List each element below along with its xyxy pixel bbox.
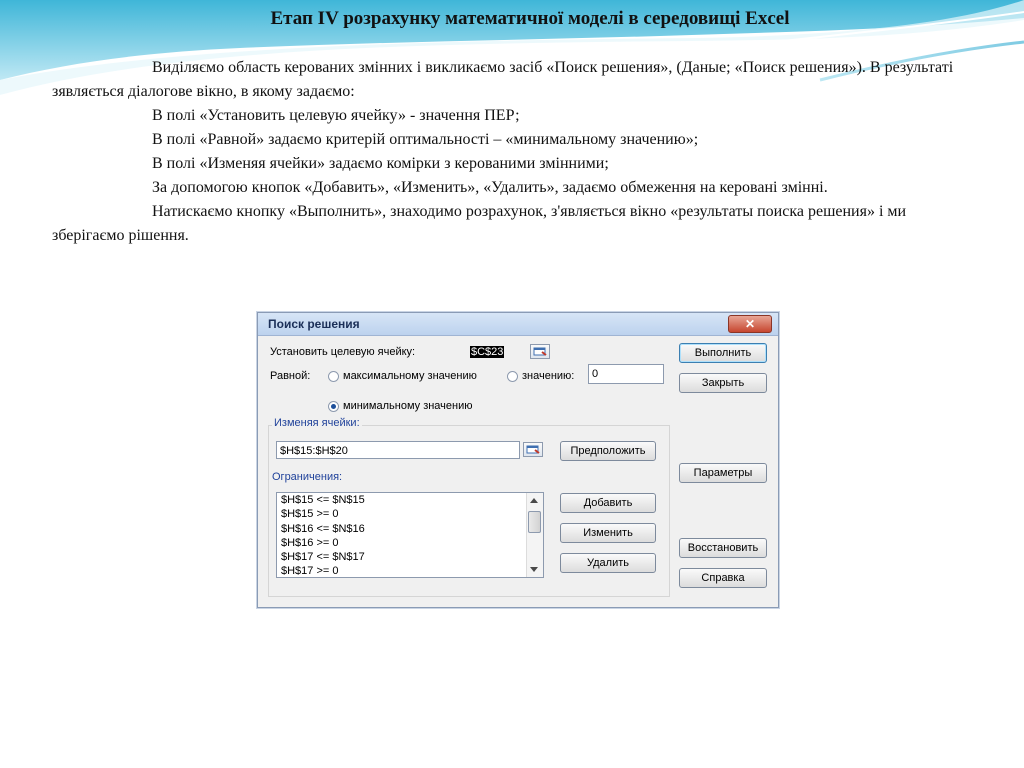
collapse-dialog-icon[interactable] <box>523 442 543 457</box>
add-button[interactable]: Добавить <box>560 493 656 513</box>
solve-button[interactable]: Выполнить <box>679 343 767 363</box>
radio-min[interactable] <box>328 401 339 412</box>
radio-max[interactable] <box>328 371 339 382</box>
delete-button[interactable]: Удалить <box>560 553 656 573</box>
radio-min-label: минимальному значению <box>343 400 473 412</box>
reset-button[interactable]: Восстановить <box>679 538 767 558</box>
target-cell-input[interactable] <box>470 343 530 361</box>
changing-cells-input[interactable]: $H$15:$H$20 <box>276 441 520 459</box>
paragraph-constraints: За допомогою кнопок «Добавить», «Изменить», «Удалить», задаємо обмеження на керовані змінні. <box>152 179 828 196</box>
equal-label: Равной: <box>270 370 311 382</box>
change-button[interactable]: Изменить <box>560 523 656 543</box>
constraint-item[interactable]: $H$15 <= $N$15 <box>281 494 365 506</box>
constraint-item[interactable]: $H$17 >= 0 <box>281 565 339 578</box>
scroll-thumb[interactable] <box>528 511 541 533</box>
constraints-label: Ограничения: <box>272 471 343 483</box>
dialog-title: Поиск решения <box>268 317 360 331</box>
slide-title: Етап IV розрахунку математичної моделі в середовищі Excel <box>270 8 790 29</box>
paragraph-intro: Виділяємо область керованих змінних і викликаємо засіб «Поиск решения», (Даные; «Поиск решения»). В результаті зявляється діалогове вікно, в якому задаємо: <box>52 59 954 100</box>
constraint-item[interactable]: $H$16 <= $N$16 <box>281 522 365 535</box>
paragraph-equal: В полі «Равной» задаємо критерій оптимальності – «минимальному значению»; <box>152 131 699 148</box>
radio-max-label: максимальному значению <box>343 370 477 382</box>
guess-button[interactable]: Предположить <box>560 441 656 461</box>
dialog-titlebar[interactable] <box>258 313 778 336</box>
constraints-scrollbar[interactable] <box>526 493 543 577</box>
slide-body <box>52 56 974 248</box>
paragraph-solve: Натискаємо кнопку «Выполнить», знаходимо розрахунок, з'являється вікно «результаты поиска решения» і ми зберігаємо рішення. <box>52 203 907 244</box>
scroll-down-icon[interactable] <box>530 567 538 572</box>
help-button[interactable]: Справка <box>679 568 767 588</box>
radio-value-label: значению: <box>522 370 575 382</box>
constraint-item[interactable]: $H$16 >= 0 <box>281 536 339 549</box>
constraint-item[interactable]: $H$15 >= 0 <box>281 508 339 521</box>
value-input[interactable]: 0 <box>588 364 664 384</box>
paragraph-target-cell: В полі «Установить целевую ячейку» - значення ПЕР; <box>152 107 520 124</box>
collapse-dialog-icon[interactable] <box>530 344 550 359</box>
constraints-list[interactable] <box>276 492 544 578</box>
radio-value[interactable] <box>507 371 518 382</box>
solver-dialog <box>257 312 779 608</box>
scroll-up-icon[interactable] <box>530 498 538 503</box>
options-button[interactable]: Параметры <box>679 463 767 483</box>
changing-cells-label: Изменяя ячейки: <box>274 417 360 429</box>
target-cell-label: Установить целевую ячейку: <box>270 346 416 358</box>
paragraph-changing-cells: В полі «Изменяя ячейки» задаємо комірки з керованими змінними; <box>152 155 609 172</box>
target-cell-value: $C$23 <box>471 346 504 358</box>
close-icon[interactable]: ✕ <box>728 315 772 333</box>
close-button[interactable]: Закрыть <box>679 373 767 393</box>
constraint-item[interactable]: $H$17 <= $N$17 <box>281 551 365 564</box>
